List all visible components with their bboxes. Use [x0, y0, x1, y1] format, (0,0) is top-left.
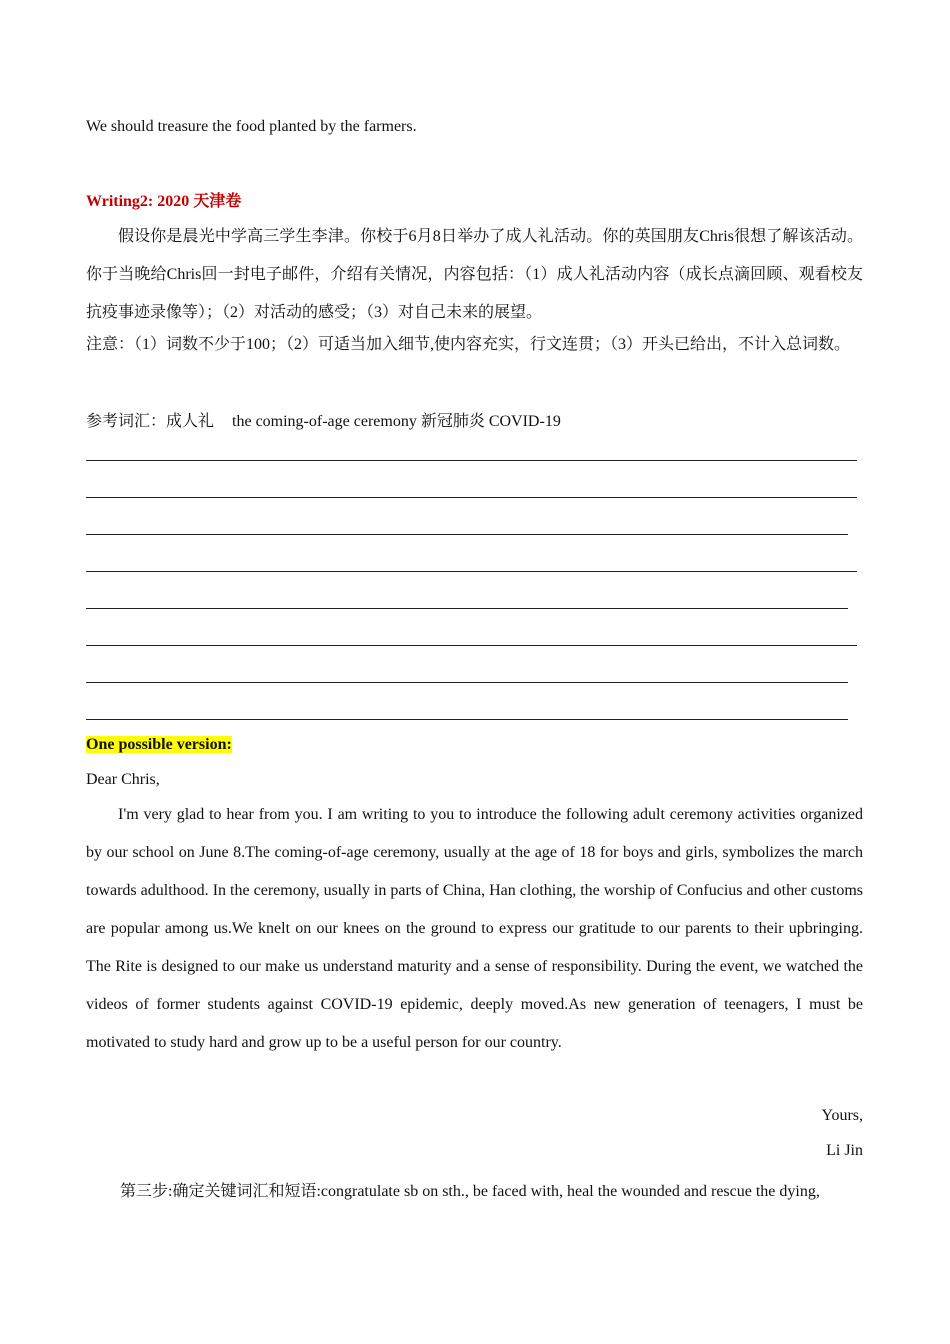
answer-line — [86, 571, 857, 572]
task-prompt: 假设你是晨光中学高三学生李津。你校于6月8日举办了成人礼活动。你的英国朋友Chris很想了解该活动。你于当晚给Chris回一封电子邮件，介绍有关情况，内容包括：（1）成人礼活动内容（成长点滴回顾、观看校友抗疫事迹录像等）；（2）对活动的感受；（3）对自己未来的展望。 — [86, 228, 863, 321]
answer-line — [86, 534, 848, 535]
answer-line — [86, 608, 848, 609]
letter-body: I'm very glad to hear from you. I am writing to you to introduce the following adult ceremony activities organized by our school on June 8.The coming-of-age ceremony, usually at the age of 18 for boys and girls, symbolizes the march towards adulthood. In the ceremony, usually in parts of China, Han clothing, the worship of Confucius and other customs are popular among us.We knelt on our knees on the ground to express our gratitude to our parents to their upbringing. The Rite is designed to our make us understand maturity and a sense of responsibility. During the event, we watched the videos of former students against COVID-19 epidemic, deeply moved.As new generation of teenagers, I must be motivated to study hard and grow up to be a useful person for our country. — [86, 806, 863, 1051]
letter-closing: Yours, — [821, 1107, 863, 1124]
answer-line — [86, 497, 857, 498]
preceding-sentence: We should treasure the food planted by the farmers. — [86, 118, 417, 135]
reference-vocab-term-2: the coming-of-age ceremony 新冠肺炎 COVID-19 — [232, 413, 561, 430]
answer-line — [86, 719, 848, 720]
letter-signature-name: Li Jin — [826, 1142, 863, 1159]
answer-line — [86, 682, 848, 683]
task-notes: 注意：（1）词数不少于100；（2）可适当加入细节,使内容充实，行文连贯；（3）开头已给出，不计入总词数。 — [86, 336, 851, 353]
model-answer-heading — [86, 736, 232, 754]
model-answer-label: One possible version: — [86, 736, 232, 753]
reference-vocab-label: 参考词汇：成人礼 — [86, 413, 215, 430]
section-heading: Writing2: 2020 天津卷 — [86, 193, 242, 210]
answer-line — [86, 645, 857, 646]
answer-line — [86, 460, 857, 461]
reference-vocabulary — [86, 408, 561, 431]
letter-salutation: Dear Chris, — [86, 771, 160, 788]
step-three-line: 第三步:确定关键词汇和短语:congratulate sb on sth., be faced with, heal the wounded and rescue the dying, — [120, 1183, 820, 1200]
